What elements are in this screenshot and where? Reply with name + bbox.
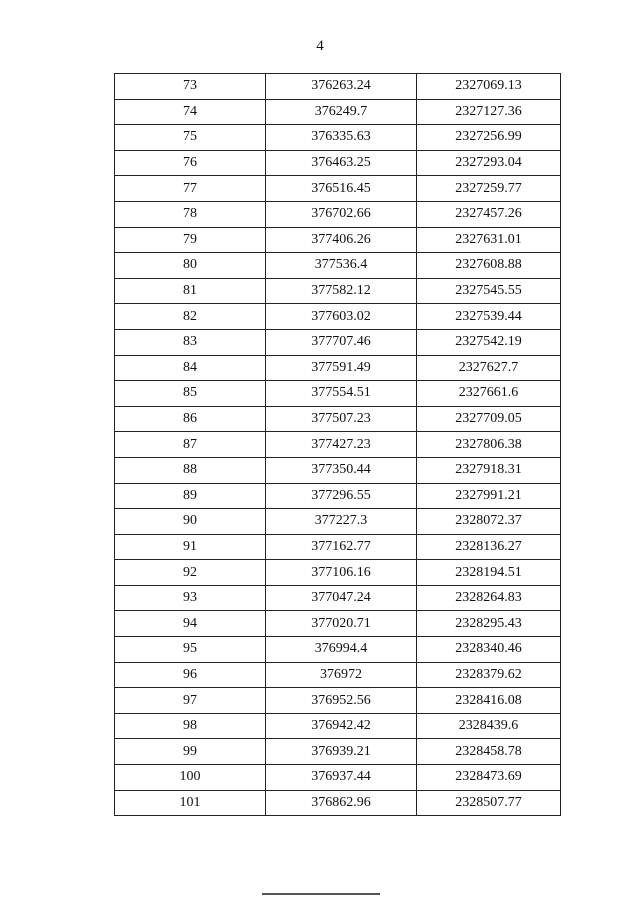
table-row <box>115 688 561 714</box>
y-coordinate-cell: 2328340.46 <box>417 637 561 663</box>
y-coordinate-cell: 2328473.69 <box>417 765 561 791</box>
x-coordinate-cell: 376702.66 <box>266 201 417 227</box>
x-coordinate-cell: 377162.77 <box>266 534 417 560</box>
point-number-cell: 90 <box>115 509 266 535</box>
table-row <box>115 432 561 458</box>
point-number-cell: 95 <box>115 637 266 663</box>
y-coordinate-cell: 2328072.37 <box>417 509 561 535</box>
x-coordinate-cell: 377582.12 <box>266 278 417 304</box>
table-row <box>115 227 561 253</box>
x-coordinate-cell: 376249.7 <box>266 99 417 125</box>
point-number-cell: 84 <box>115 355 266 381</box>
table-row <box>115 585 561 611</box>
x-coordinate-cell: 376335.63 <box>266 125 417 151</box>
point-number-cell: 77 <box>115 176 266 202</box>
point-number-cell: 75 <box>115 125 266 151</box>
table-row <box>115 304 561 330</box>
point-number-cell: 87 <box>115 432 266 458</box>
x-coordinate-cell: 377296.55 <box>266 483 417 509</box>
point-number-cell: 80 <box>115 253 266 279</box>
x-coordinate-cell: 377507.23 <box>266 406 417 432</box>
point-number-cell: 81 <box>115 278 266 304</box>
x-coordinate-cell: 376862.96 <box>266 790 417 816</box>
table-row <box>115 278 561 304</box>
table-row <box>115 509 561 535</box>
x-coordinate-cell: 376463.25 <box>266 150 417 176</box>
point-number-cell: 91 <box>115 534 266 560</box>
page-number: 4 <box>316 38 324 54</box>
table-body <box>115 74 561 816</box>
table-row <box>115 790 561 816</box>
x-coordinate-cell: 376937.44 <box>266 765 417 791</box>
point-number-cell: 96 <box>115 662 266 688</box>
x-coordinate-cell: 377106.16 <box>266 560 417 586</box>
table-row <box>115 534 561 560</box>
y-coordinate-cell: 2328295.43 <box>417 611 561 637</box>
y-coordinate-cell: 2327259.77 <box>417 176 561 202</box>
x-coordinate-cell: 377350.44 <box>266 457 417 483</box>
point-number-cell: 92 <box>115 560 266 586</box>
table-row <box>115 637 561 663</box>
x-coordinate-cell: 376952.56 <box>266 688 417 714</box>
table-row <box>115 329 561 355</box>
x-coordinate-cell: 377047.24 <box>266 585 417 611</box>
table-row <box>115 483 561 509</box>
y-coordinate-cell: 2327627.7 <box>417 355 561 381</box>
table-row <box>115 560 561 586</box>
y-coordinate-cell: 2328439.6 <box>417 713 561 739</box>
table-row <box>115 125 561 151</box>
x-coordinate-cell: 377603.02 <box>266 304 417 330</box>
x-coordinate-cell: 377427.23 <box>266 432 417 458</box>
table-row <box>115 381 561 407</box>
coordinate-table <box>114 73 561 816</box>
point-number-cell: 98 <box>115 713 266 739</box>
y-coordinate-cell: 2327293.04 <box>417 150 561 176</box>
y-coordinate-cell: 2328507.77 <box>417 790 561 816</box>
x-coordinate-cell: 376994.4 <box>266 637 417 663</box>
x-coordinate-cell: 376942.42 <box>266 713 417 739</box>
table-row <box>115 739 561 765</box>
point-number-cell: 88 <box>115 457 266 483</box>
x-coordinate-cell: 377536.4 <box>266 253 417 279</box>
y-coordinate-cell: 2328458.78 <box>417 739 561 765</box>
table-row <box>115 74 561 100</box>
table-row <box>115 406 561 432</box>
y-coordinate-cell: 2328264.83 <box>417 585 561 611</box>
table-row <box>115 201 561 227</box>
y-coordinate-cell: 2327918.31 <box>417 457 561 483</box>
y-coordinate-cell: 2328379.62 <box>417 662 561 688</box>
y-coordinate-cell: 2327806.38 <box>417 432 561 458</box>
bottom-rule <box>262 893 380 895</box>
x-coordinate-cell: 377227.3 <box>266 509 417 535</box>
table-row <box>115 457 561 483</box>
y-coordinate-cell: 2327542.19 <box>417 329 561 355</box>
x-coordinate-cell: 377591.49 <box>266 355 417 381</box>
y-coordinate-cell: 2328136.27 <box>417 534 561 560</box>
table-row <box>115 765 561 791</box>
point-number-cell: 97 <box>115 688 266 714</box>
point-number-cell: 74 <box>115 99 266 125</box>
y-coordinate-cell: 2327661.6 <box>417 381 561 407</box>
point-number-cell: 100 <box>115 765 266 791</box>
point-number-cell: 76 <box>115 150 266 176</box>
y-coordinate-cell: 2328194.51 <box>417 560 561 586</box>
point-number-cell: 78 <box>115 201 266 227</box>
point-number-cell: 94 <box>115 611 266 637</box>
point-number-cell: 86 <box>115 406 266 432</box>
y-coordinate-cell: 2327457.26 <box>417 201 561 227</box>
table-row <box>115 99 561 125</box>
x-coordinate-cell: 377020.71 <box>266 611 417 637</box>
table-row <box>115 662 561 688</box>
point-number-cell: 93 <box>115 585 266 611</box>
y-coordinate-cell: 2328416.08 <box>417 688 561 714</box>
y-coordinate-cell: 2327709.05 <box>417 406 561 432</box>
y-coordinate-cell: 2327631.01 <box>417 227 561 253</box>
x-coordinate-cell: 376972 <box>266 662 417 688</box>
table-row <box>115 150 561 176</box>
table-row <box>115 253 561 279</box>
point-number-cell: 83 <box>115 329 266 355</box>
y-coordinate-cell: 2327608.88 <box>417 253 561 279</box>
x-coordinate-cell: 377554.51 <box>266 381 417 407</box>
x-coordinate-cell: 377406.26 <box>266 227 417 253</box>
y-coordinate-cell: 2327545.55 <box>417 278 561 304</box>
table-row <box>115 176 561 202</box>
point-number-cell: 101 <box>115 790 266 816</box>
point-number-cell: 89 <box>115 483 266 509</box>
x-coordinate-cell: 376939.21 <box>266 739 417 765</box>
point-number-cell: 79 <box>115 227 266 253</box>
x-coordinate-cell: 377707.46 <box>266 329 417 355</box>
x-coordinate-cell: 376263.24 <box>266 74 417 100</box>
y-coordinate-cell: 2327069.13 <box>417 74 561 100</box>
point-number-cell: 85 <box>115 381 266 407</box>
table-row <box>115 355 561 381</box>
table-row <box>115 611 561 637</box>
y-coordinate-cell: 2327256.99 <box>417 125 561 151</box>
table-row <box>115 713 561 739</box>
point-number-cell: 73 <box>115 74 266 100</box>
point-number-cell: 99 <box>115 739 266 765</box>
x-coordinate-cell: 376516.45 <box>266 176 417 202</box>
point-number-cell: 82 <box>115 304 266 330</box>
y-coordinate-cell: 2327991.21 <box>417 483 561 509</box>
y-coordinate-cell: 2327539.44 <box>417 304 561 330</box>
y-coordinate-cell: 2327127.36 <box>417 99 561 125</box>
